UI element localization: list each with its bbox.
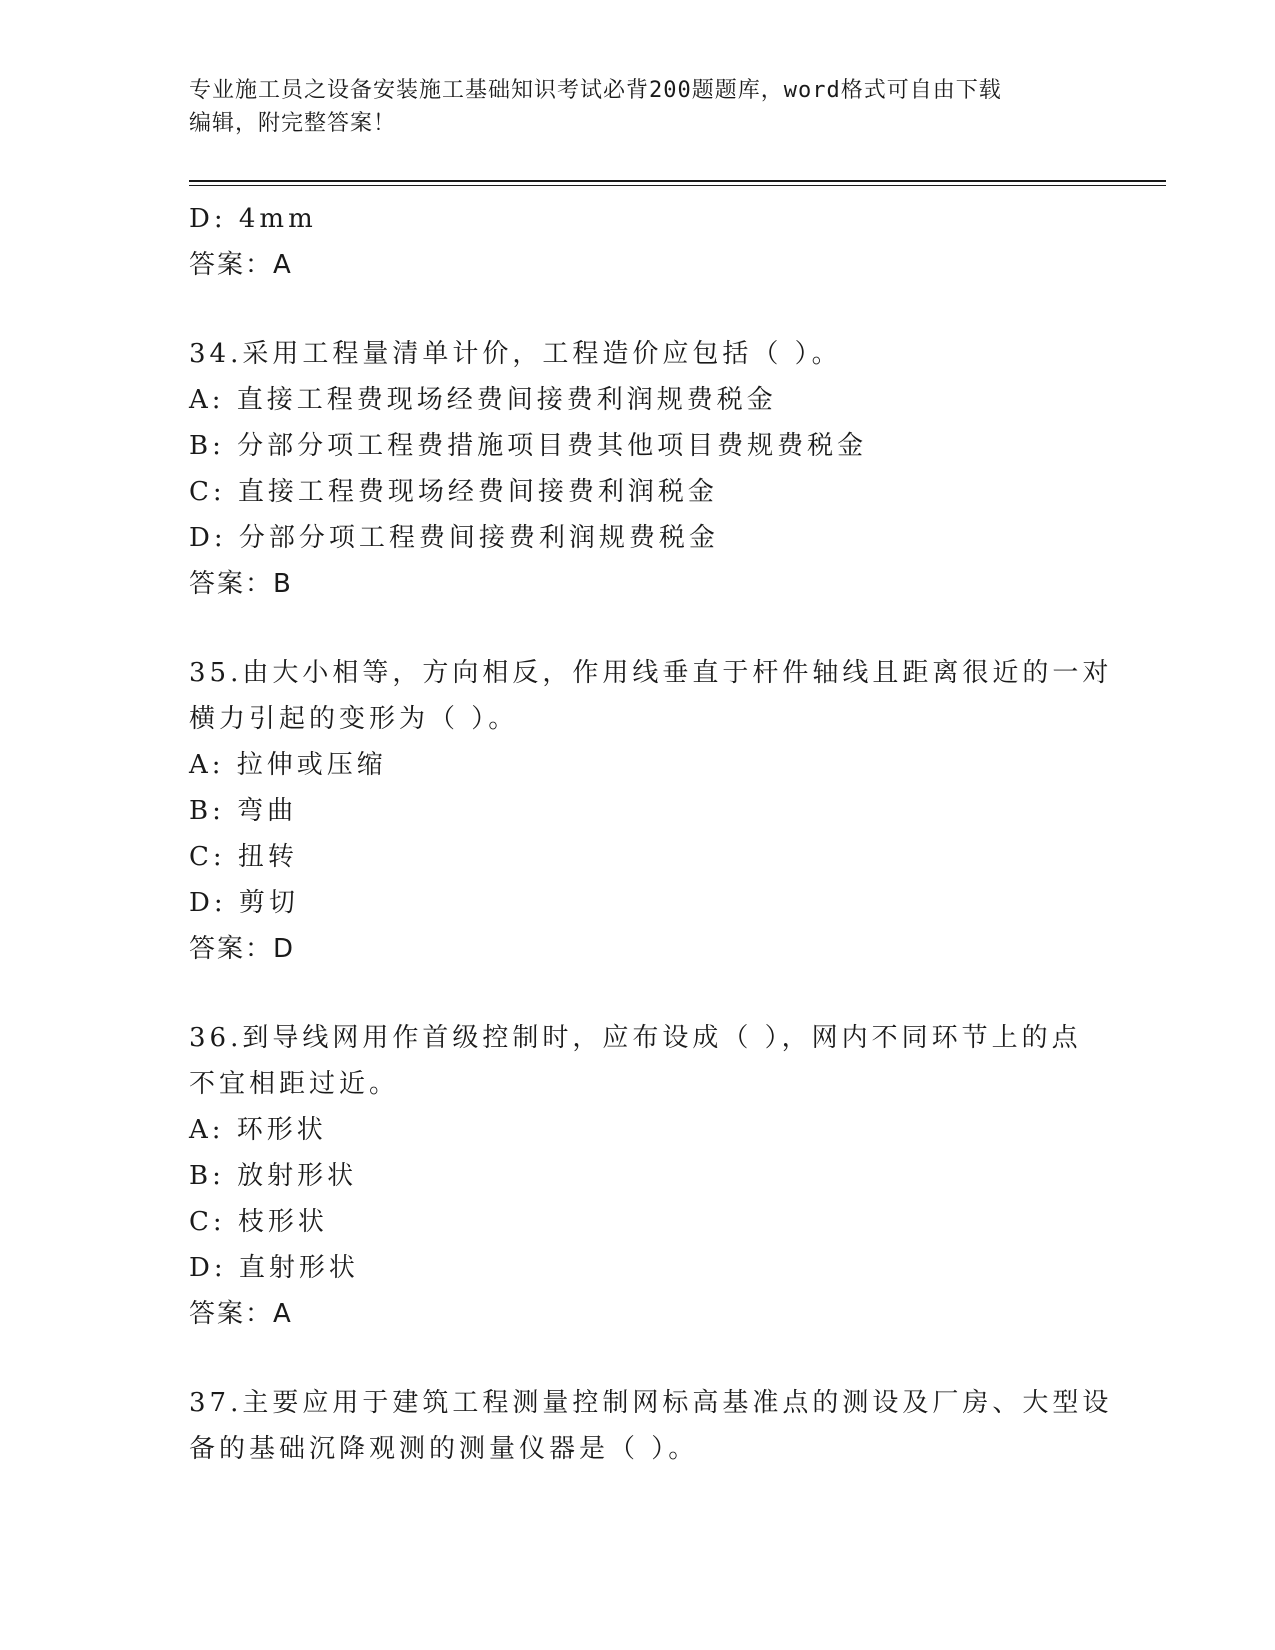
- answer: 答案：A: [189, 250, 293, 280]
- answer: 答案：A: [189, 1299, 293, 1329]
- option-c: C: 直接工程费现场经费间接费利润税金: [189, 477, 718, 507]
- header-divider-thick: [189, 180, 1166, 182]
- option-c: C: 枝形状: [189, 1207, 328, 1237]
- option-a: A: 环形状: [189, 1115, 327, 1145]
- question-stem-continued: 备的基础沉降观测的测量仪器是（ ）。: [189, 1434, 699, 1464]
- option-a: A: 直接工程费现场经费间接费利润规费税金: [189, 385, 777, 415]
- question-37: [189, 1380, 1113, 1472]
- header-divider-thin: [189, 185, 1166, 186]
- prev-question-tail: [189, 196, 1089, 288]
- spacer: [189, 972, 1089, 1015]
- option-c: C: 扭转: [189, 842, 298, 872]
- spacer: [189, 607, 1089, 650]
- question-stem-continued: 不宜相距过近。: [189, 1069, 400, 1099]
- spacer: [189, 288, 1089, 331]
- question-stem-continued: 横力引起的变形为（ ）。: [189, 704, 519, 734]
- header-line-1: 专业施工员之设备安装施工基础知识考试必背200题题库，word格式可自由下载: [189, 78, 1002, 103]
- option-d: D: 直射形状: [189, 1253, 359, 1283]
- question-stem: 36.到导线网用作首级控制时，应布设成（ ），网内不同环节上的点: [189, 1023, 1082, 1053]
- option-d: D: 分部分项工程费间接费利润规费税金: [189, 523, 719, 553]
- option-a: A: 拉伸或压缩: [189, 750, 387, 780]
- question-content: [189, 196, 1113, 1472]
- option-b: B: 弯曲: [189, 796, 298, 826]
- question-34: [189, 331, 1089, 607]
- answer: 答案：B: [189, 569, 293, 599]
- document-header: [189, 74, 1089, 140]
- option-d: D: 4mm: [189, 204, 317, 234]
- option-b: B: 放射形状: [189, 1161, 358, 1191]
- answer: 答案：D: [189, 934, 296, 964]
- header-line-2: 编辑，附完整答案！: [189, 111, 397, 136]
- question-stem: 34.采用工程量清单计价，工程造价应包括（ ）。: [189, 339, 842, 369]
- question-35: [189, 650, 1113, 972]
- question-36: [189, 1015, 1089, 1337]
- question-stem: 35.由大小相等，方向相反，作用线垂直于杆件轴线且距离很近的一对: [189, 658, 1113, 688]
- spacer: [189, 1337, 1089, 1380]
- question-stem: 37.主要应用于建筑工程测量控制网标高基准点的测设及厂房、大型设: [189, 1388, 1113, 1418]
- option-b: B: 分部分项工程费措施项目费其他项目费规费税金: [189, 431, 868, 461]
- option-d: D: 剪切: [189, 888, 299, 918]
